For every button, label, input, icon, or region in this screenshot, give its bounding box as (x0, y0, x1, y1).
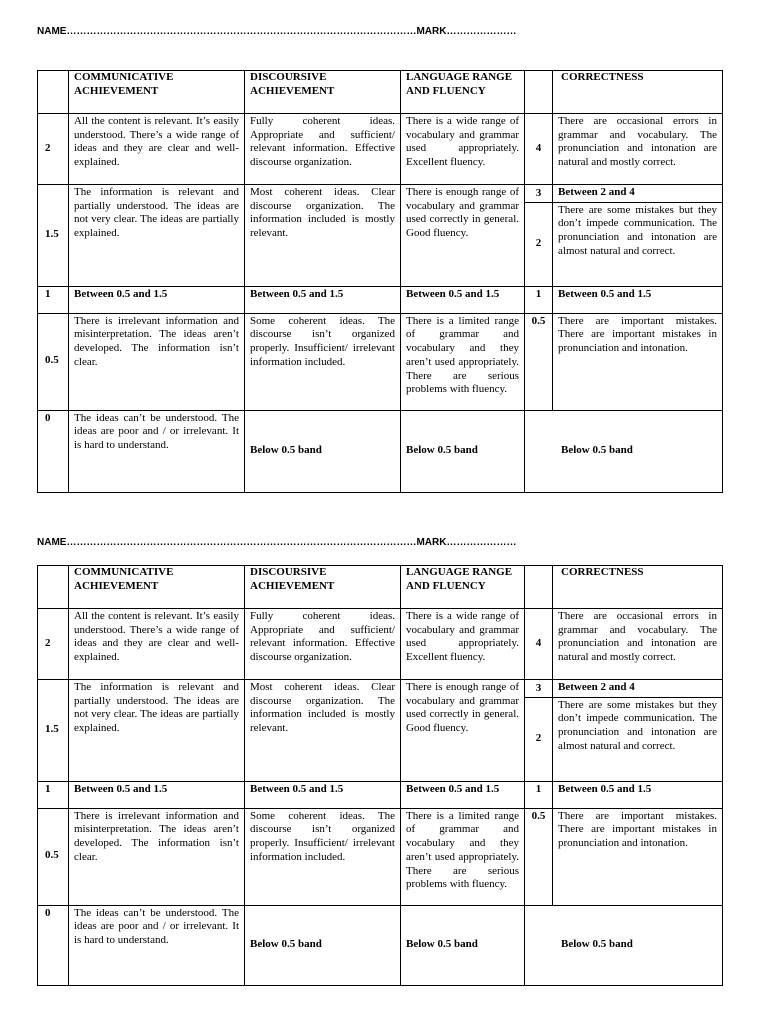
discoursive-cell: Most coherent ideas. Clear discourse organization. The information included is mostly relevant. (245, 680, 401, 782)
communicative-cell: Between 0.5 and 1.5 (69, 286, 245, 313)
correctness-cell: There are some mistakes but they don’t impede communication. The pronunciation and intonation are almost natural and correct. (553, 697, 723, 781)
discoursive-cell: Below 0.5 band (245, 410, 401, 492)
correctness-cell: There are occasional errors in grammar and vocabulary. The pronunciation and intonation are natural and mostly correct. (553, 609, 723, 680)
correctness-cell: There are important mistakes. There are important mistakes in pronunciation and intonation. (553, 808, 723, 905)
corner-cell (38, 71, 69, 114)
correctness-cell: Between 2 and 4 (553, 680, 723, 698)
table-row-score-0-5 (38, 313, 723, 410)
communicative-cell: The ideas can’t be understood. The ideas are poor and / or irrelevant. It is hard to understand. (69, 905, 245, 985)
header-discoursive-achievement: DISCOURSIVE ACHIEVEMENT (245, 566, 401, 609)
score-label: 2 (38, 114, 69, 185)
score-label: 0 (38, 410, 69, 492)
language-cell: Between 0.5 and 1.5 (401, 781, 525, 808)
language-cell: There is a limited range of grammar and vocabulary and they aren’t used appropriately. There are serious problems with fluency. (401, 808, 525, 905)
language-cell: There is a wide range of vocabulary and grammar used appropriately. Excellent fluency. (401, 609, 525, 680)
discoursive-cell: Fully coherent ideas. Appropriate and sufficient/ relevant information. Effective discourse organization. (245, 114, 401, 185)
communicative-cell: There is irrelevant information and misinterpretation. The ideas aren’t developed. The information isn’t clear. (69, 808, 245, 905)
score-label: 1.5 (38, 185, 69, 287)
communicative-cell: All the content is relevant. It’s easily understood. There’s a wide range of ideas and they are clear and well-explained. (69, 114, 245, 185)
table-header-row (38, 566, 723, 609)
score-label: 0.5 (38, 313, 69, 410)
correctness-score-label: 2 (525, 202, 553, 286)
header-correctness: CORRECTNESS (553, 566, 723, 609)
language-cell: Below 0.5 band (401, 410, 525, 492)
corner-cell (38, 566, 69, 609)
discoursive-cell: Most coherent ideas. Clear discourse organization. The information included is mostly relevant. (245, 185, 401, 287)
header-language-range-fluency: LANGUAGE RANGE AND FLUENCY (401, 566, 525, 609)
score-label: 2 (38, 609, 69, 680)
correctness-score-label: 2 (525, 697, 553, 781)
header-correctness: CORRECTNESS (553, 71, 723, 114)
communicative-cell: There is irrelevant information and misinterpretation. The ideas aren’t developed. The information isn’t clear. (69, 313, 245, 410)
table-row-score-1-5 (38, 680, 723, 698)
language-cell: There is enough range of vocabulary and grammar used correctly in general. Good fluency. (401, 680, 525, 782)
correctness-score-label: 1 (525, 781, 553, 808)
table-row-score-2 (38, 609, 723, 680)
name-mark-line: NAME……………………………………………………………………………………………MARK………………… (37, 537, 517, 548)
correctness-cell: There are some mistakes but they don’t impede communication. The pronunciation and intonation are almost natural and correct. (553, 202, 723, 286)
language-cell: There is enough range of vocabulary and grammar used correctly in general. Good fluency. (401, 185, 525, 287)
rubric-table (37, 565, 723, 986)
correctness-cell: Below 0.5 band (525, 905, 723, 985)
discoursive-cell: Between 0.5 and 1.5 (245, 781, 401, 808)
correctness-cell: Between 0.5 and 1.5 (553, 781, 723, 808)
table-row-score-0 (38, 410, 723, 492)
discoursive-cell: Some coherent ideas. The discourse isn’t organized properly. Insufficient/ irrelevant information included. (245, 313, 401, 410)
score-label: 1.5 (38, 680, 69, 782)
header-correctness-score-cell (525, 71, 553, 114)
communicative-cell: The ideas can’t be understood. The ideas are poor and / or irrelevant. It is hard to understand. (69, 410, 245, 492)
score-label: 1 (38, 286, 69, 313)
correctness-score-label: 4 (525, 609, 553, 680)
table-row-score-0 (38, 905, 723, 985)
score-label: 0.5 (38, 808, 69, 905)
communicative-cell: All the content is relevant. It’s easily understood. There’s a wide range of ideas and they are clear and well-explained. (69, 609, 245, 680)
communicative-cell: Between 0.5 and 1.5 (69, 781, 245, 808)
table-row-score-2 (38, 114, 723, 185)
header-communicative-achievement: COMMUNICATIVE ACHIEVEMENT (69, 566, 245, 609)
table-row-score-1-5 (38, 185, 723, 203)
correctness-score-label: 3 (525, 680, 553, 698)
discoursive-cell: Some coherent ideas. The discourse isn’t organized properly. Insufficient/ irrelevant information included. (245, 808, 401, 905)
table-row-score-0-5 (38, 808, 723, 905)
rubric-table (37, 70, 723, 493)
correctness-score-label: 4 (525, 114, 553, 185)
correctness-score-label: 0.5 (525, 808, 553, 905)
correctness-cell: There are occasional errors in grammar and vocabulary. The pronunciation and intonation are natural and mostly correct. (553, 114, 723, 185)
correctness-cell: There are important mistakes. There are important mistakes in pronunciation and intonation. (553, 313, 723, 410)
language-cell: Below 0.5 band (401, 905, 525, 985)
communicative-cell: The information is relevant and partially understood. The ideas are not very clear. The ideas are partially explained. (69, 680, 245, 782)
header-language-range-fluency: LANGUAGE RANGE AND FLUENCY (401, 71, 525, 114)
correctness-cell: Between 0.5 and 1.5 (553, 286, 723, 313)
table-row-score-1 (38, 781, 723, 808)
language-cell: There is a wide range of vocabulary and grammar used appropriately. Excellent fluency. (401, 114, 525, 185)
correctness-cell: Below 0.5 band (525, 410, 723, 492)
correctness-score-label: 3 (525, 185, 553, 203)
name-mark-line: NAME……………………………………………………………………………………………MARK………………… (37, 26, 517, 37)
score-label: 0 (38, 905, 69, 985)
correctness-cell: Between 2 and 4 (553, 185, 723, 203)
discoursive-cell: Between 0.5 and 1.5 (245, 286, 401, 313)
header-correctness-score-cell (525, 566, 553, 609)
table-header-row (38, 71, 723, 114)
discoursive-cell: Fully coherent ideas. Appropriate and sufficient/ relevant information. Effective discourse organization. (245, 609, 401, 680)
header-discoursive-achievement: DISCOURSIVE ACHIEVEMENT (245, 71, 401, 114)
discoursive-cell: Below 0.5 band (245, 905, 401, 985)
correctness-score-label: 1 (525, 286, 553, 313)
language-cell: Between 0.5 and 1.5 (401, 286, 525, 313)
correctness-score-label: 0.5 (525, 313, 553, 410)
language-cell: There is a limited range of grammar and vocabulary and they aren’t used appropriately. There are serious problems with fluency. (401, 313, 525, 410)
table-row-score-1 (38, 286, 723, 313)
score-label: 1 (38, 781, 69, 808)
communicative-cell: The information is relevant and partially understood. The ideas are not very clear. The ideas are partially explained. (69, 185, 245, 287)
header-communicative-achievement: COMMUNICATIVE ACHIEVEMENT (69, 71, 245, 114)
